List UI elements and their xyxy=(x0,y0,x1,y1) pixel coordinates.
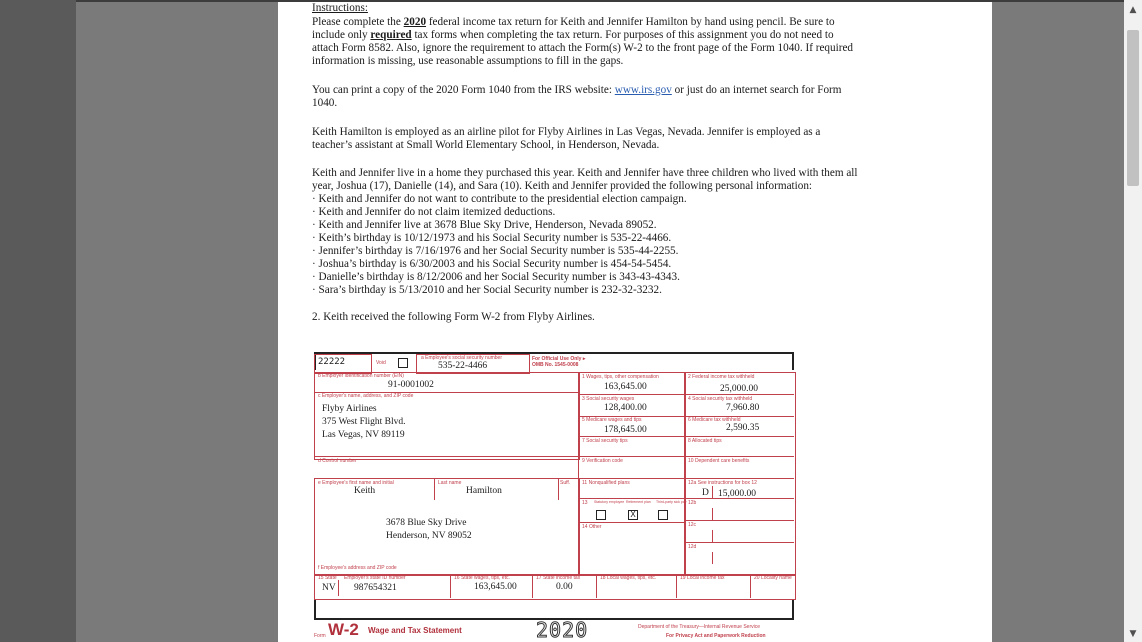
box3-label: 3 Social security wages xyxy=(582,396,635,402)
void-checkbox[interactable] xyxy=(398,358,408,368)
void-label: Void xyxy=(376,360,386,366)
box15-label: 15 State xyxy=(318,575,337,581)
employer-city: Las Vegas, NV 89119 xyxy=(322,430,405,440)
list-item: · Jennifer’s birthday is 7/16/1976 and her Social Security number is 535-44-2255. xyxy=(312,245,679,257)
list-item: · Keith and Jennifer do not claim itemized deductions. xyxy=(312,206,556,218)
department-line-2: For Privacy Act and Paperwork Reduction xyxy=(666,633,766,639)
paragraph-2: You can print a copy of the 2020 Form 1040 from the IRS website: www.irs.gov or just do an internet search for Form 1040. xyxy=(312,84,842,109)
box12c-label: 12c xyxy=(688,522,697,528)
form-bracket xyxy=(792,600,794,620)
box6-label: 6 Medicare tax withheld xyxy=(688,417,741,423)
box2-label: 2 Federal income tax withheld xyxy=(688,374,755,380)
box5-label: 5 Medicare wages and tips xyxy=(582,417,642,423)
box3-value: 128,400.00 xyxy=(604,403,647,413)
form-top-border xyxy=(314,352,794,354)
list-item: · Keith and Jennifer do not want to contribute to the presidential election campaign. xyxy=(312,193,687,205)
form-bracket xyxy=(792,352,794,370)
control-number-label: d Control number xyxy=(318,458,357,464)
box12d-label: 12d xyxy=(688,544,697,550)
w2-form xyxy=(314,352,794,642)
box6-value: 2,590.35 xyxy=(726,423,760,433)
employee-first-label: e Employee's first name and initial xyxy=(318,480,394,486)
box12b-label: 12b xyxy=(688,500,697,506)
paragraph-4: Keith and Jennifer live in a home they purchased this year. Keith and Jennifer have three children who lived with them all year, Joshua (17), Danielle (14), and Sara (10). Keith and Jennifer provided the following personal information: xyxy=(312,167,858,192)
employer-label: c Employer's name, address, and ZIP code xyxy=(318,393,414,399)
official-use-label: For Official Use Only ▸ xyxy=(532,356,586,362)
scroll-down-icon[interactable]: ▼ xyxy=(1129,629,1137,639)
box17-label: 17 State income tax xyxy=(536,575,581,581)
state-value: NV xyxy=(322,583,336,593)
employee-first-name: Keith xyxy=(354,486,376,496)
form-year: 2020 xyxy=(536,618,589,642)
list-item: · Danielle’s birthday is 8/12/2006 and her Social Security number is 343-43-4343. xyxy=(312,271,680,283)
employee-block xyxy=(314,478,580,576)
paragraph-1: Please complete the 2020 federal income tax return for Keith and Jennifer Hamilton by hand using pencil. Be sure to include only required tax forms when completing the tax return. For purposes of this assignment you do not need to attach Form 8582. Also, ignore the requirement to attach the Form(s) W-2 to the front page of the Form 1040. If required information is missing, use reasonable assumptions to fill in the gaps. xyxy=(312,16,854,67)
list-item: · Keith’s birthday is 10/12/1973 and his Social Security number is 535-22-4466. xyxy=(312,232,672,244)
ein-value: 91-0001002 xyxy=(388,380,434,390)
retirement-checkbox[interactable]: X xyxy=(628,510,638,520)
list-item: · Keith and Jennifer live at 3678 Blue Sky Drive, Henderson, Nevada 89052. xyxy=(312,219,657,231)
ssn-label: a Employee's social security number xyxy=(421,355,502,361)
box18-label: 18 Local wages, tips, etc. xyxy=(600,575,657,581)
employee-last-name: Hamilton xyxy=(466,486,502,496)
document-page xyxy=(278,2,992,642)
box12a-label: 12a See instructions for box 12 xyxy=(688,480,757,486)
suffix-label: Suff. xyxy=(560,480,571,486)
third-party-checkbox[interactable] xyxy=(658,510,668,520)
box8-label: 8 Allocated tips xyxy=(688,438,722,444)
statutory-label: Statutory employee xyxy=(594,500,625,504)
box12a-code: D xyxy=(702,488,709,498)
box7-label: 7 Social security tips xyxy=(582,438,628,444)
scroll-thumb[interactable] xyxy=(1127,30,1139,186)
paragraph-5: 2. Keith received the following Form W-2 from Flyby Airlines. xyxy=(312,311,595,323)
personal-info-list xyxy=(312,193,892,297)
department-line-1: Department of the Treasury—Internal Revenue Service xyxy=(638,624,761,630)
ein-label: b Employer identification number (EIN) xyxy=(318,373,404,379)
vertical-scrollbar[interactable] xyxy=(1124,0,1142,642)
box4-value: 7,960.80 xyxy=(726,403,760,413)
employee-street: 3678 Blue Sky Drive xyxy=(386,518,467,528)
box13-label: 13 xyxy=(582,500,588,506)
scroll-up-icon[interactable]: ▲ xyxy=(1129,5,1137,15)
employee-city: Henderson, NV 89052 xyxy=(386,531,472,541)
statutory-checkbox[interactable] xyxy=(596,510,606,520)
list-item: · Sara’s birthday is 5/13/2010 and her Social Security number is 232-32-3232. xyxy=(312,284,662,296)
box1-value: 163,645.00 xyxy=(604,382,647,392)
box20-label: 20 Locality name xyxy=(754,575,792,581)
box14-label: 14 Other xyxy=(582,524,602,530)
employer-name: Flyby Airlines xyxy=(322,404,377,414)
box2-value: 25,000.00 xyxy=(720,384,758,394)
omb-label: OMB No. 1545-0008 xyxy=(532,362,579,368)
list-item: · Joshua’s birthday is 6/30/2003 and his Social Security number is 454-54-5454. xyxy=(312,258,672,270)
box1-label: 1 Wages, tips, other compensation xyxy=(582,374,659,380)
box19-label: 19 Local income tax xyxy=(680,575,725,581)
paragraph-3: Keith Hamilton is employed as an airline pilot for Flyby Airlines in Las Vegas, Nevada. Jennifer is employed as a teacher’s assistant at Small World Elementary School, in Henderson, Nevada. xyxy=(312,126,821,151)
box10-label: 10 Dependent care benefits xyxy=(688,458,750,464)
document-viewer[interactable] xyxy=(76,2,1124,642)
employee-last-label: Last name xyxy=(438,480,462,486)
state-id-value: 987654321 xyxy=(354,583,397,593)
box4-label: 4 Social security tax withheld xyxy=(688,396,753,402)
instructions-heading: Instructions: xyxy=(312,2,368,14)
irs-link[interactable]: www.irs.gov xyxy=(614,84,672,96)
form-name: W-2 xyxy=(328,620,359,639)
employee-address-label: f Employee's address and ZIP code xyxy=(318,565,397,571)
box11-label: 11 Nonqualified plans xyxy=(582,480,630,486)
box9-label: 9 Verification code xyxy=(582,458,623,464)
form-bracket xyxy=(314,600,316,620)
form-word: Form xyxy=(314,633,326,639)
box16-value: 163,645.00 xyxy=(474,582,517,592)
box5-value: 178,645.00 xyxy=(604,425,647,435)
box17-value: 0.00 xyxy=(556,582,573,592)
form-title: Wage and Tax Statement xyxy=(368,626,462,635)
third-party-label: Third-party sick pay xyxy=(656,500,687,504)
box12a-value: 15,000.00 xyxy=(718,489,756,499)
ssn-value: 535-22-4466 xyxy=(438,361,488,371)
box16-label: 16 State wages, tips, etc. xyxy=(454,575,510,581)
state-id-label: Employer's state ID number xyxy=(344,575,406,581)
employer-block xyxy=(314,372,580,460)
form-code: 22222 xyxy=(318,357,346,367)
retirement-label: Retirement plan xyxy=(626,500,651,504)
left-gutter xyxy=(0,0,76,642)
employer-street: 375 West Flight Blvd. xyxy=(322,417,406,427)
